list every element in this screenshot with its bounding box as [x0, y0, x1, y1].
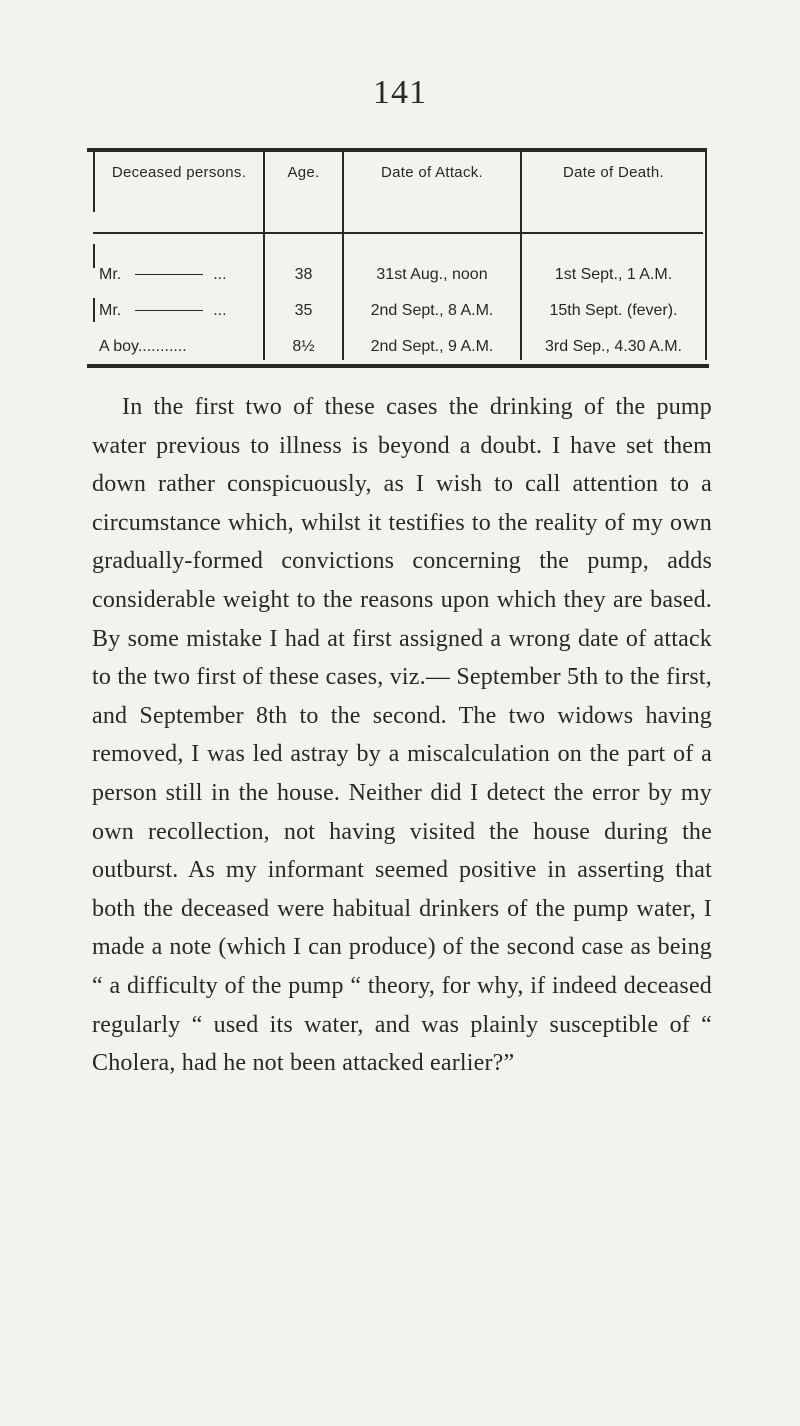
table-row-person: [99, 266, 227, 284]
table-left-border-upper: [93, 152, 95, 212]
header-date-of-death: Date of Death.: [563, 164, 664, 181]
table-bottom-rule: [87, 364, 709, 368]
header-age: Age.: [287, 164, 320, 181]
table-row-death: 3rd Sep., 4.30 A.M.: [545, 338, 682, 355]
person-label: A boy: [99, 338, 138, 355]
header-date-of-attack: Date of Attack.: [380, 164, 484, 181]
table-row-person: [99, 302, 227, 320]
table-row-age: 35: [294, 302, 313, 319]
person-label: Mr.: [99, 266, 122, 283]
table-header-rule: [93, 232, 703, 234]
paragraph: In the first two of these cases the drinking of the pump water previous to illness is beyond a doubt. I have set them down rather conspicuously, as I wish to call attention to a circumstance which, whilst it testifies to the reality of my own gradually-formed convictions concerning the pump, adds considerable weight to the reasons upon which they are based. By some mistake I had at first assigned a wrong date of attack to the two first of these cases, viz.— September 5th to the first, and September 8th to the second. The two widows having removed, I was led astray by a miscalculation on the part of a person still in the house. Neither did I detect the error by my own recollection, not having visited the house during the outburst. As my informant seemed positive in asserting that both the deceased were habitual drinkers of the pump water, I made a note (which I can produce) of the second case as being “ a difficulty of the pump “ theory, for why, if indeed deceased regularly “ used its water, and was plainly susceptible of “ Cholera, had he not been attacked earlier?”: [92, 394, 712, 1077]
table-row-attack: 2nd Sept., 9 A.M.: [370, 338, 494, 355]
table-left-border-low: [93, 298, 95, 322]
table-left-border-mid: [93, 244, 95, 268]
table-row-death: 15th Sept. (fever).: [549, 302, 678, 319]
redaction-dash: [135, 274, 203, 275]
redaction-dash: [135, 310, 203, 311]
table-row-person: [99, 338, 187, 356]
table-divider-1: [263, 152, 265, 360]
table-row-attack: 31st Aug., noon: [376, 266, 488, 283]
table-top-rule: [87, 148, 707, 152]
page-number: 141: [373, 74, 427, 111]
table-row-attack: 2nd Sept., 8 A.M.: [370, 302, 494, 319]
table-row-death: 1st Sept., 1 A.M.: [554, 266, 673, 283]
body-text: [92, 388, 712, 1083]
table-right-border: [705, 152, 707, 360]
table-divider-2: [342, 152, 344, 360]
table-row-age: 8½: [292, 338, 315, 355]
person-label: Mr.: [99, 302, 122, 319]
leader-dots: ...: [213, 302, 227, 319]
leader-dots: ...: [213, 266, 227, 283]
leader-dots: ...........: [137, 338, 187, 355]
header-deceased-persons: Deceased persons.: [111, 164, 247, 181]
table-divider-3: [520, 152, 522, 360]
deaths-table: [87, 148, 709, 372]
table-row-age: 38: [294, 266, 313, 283]
